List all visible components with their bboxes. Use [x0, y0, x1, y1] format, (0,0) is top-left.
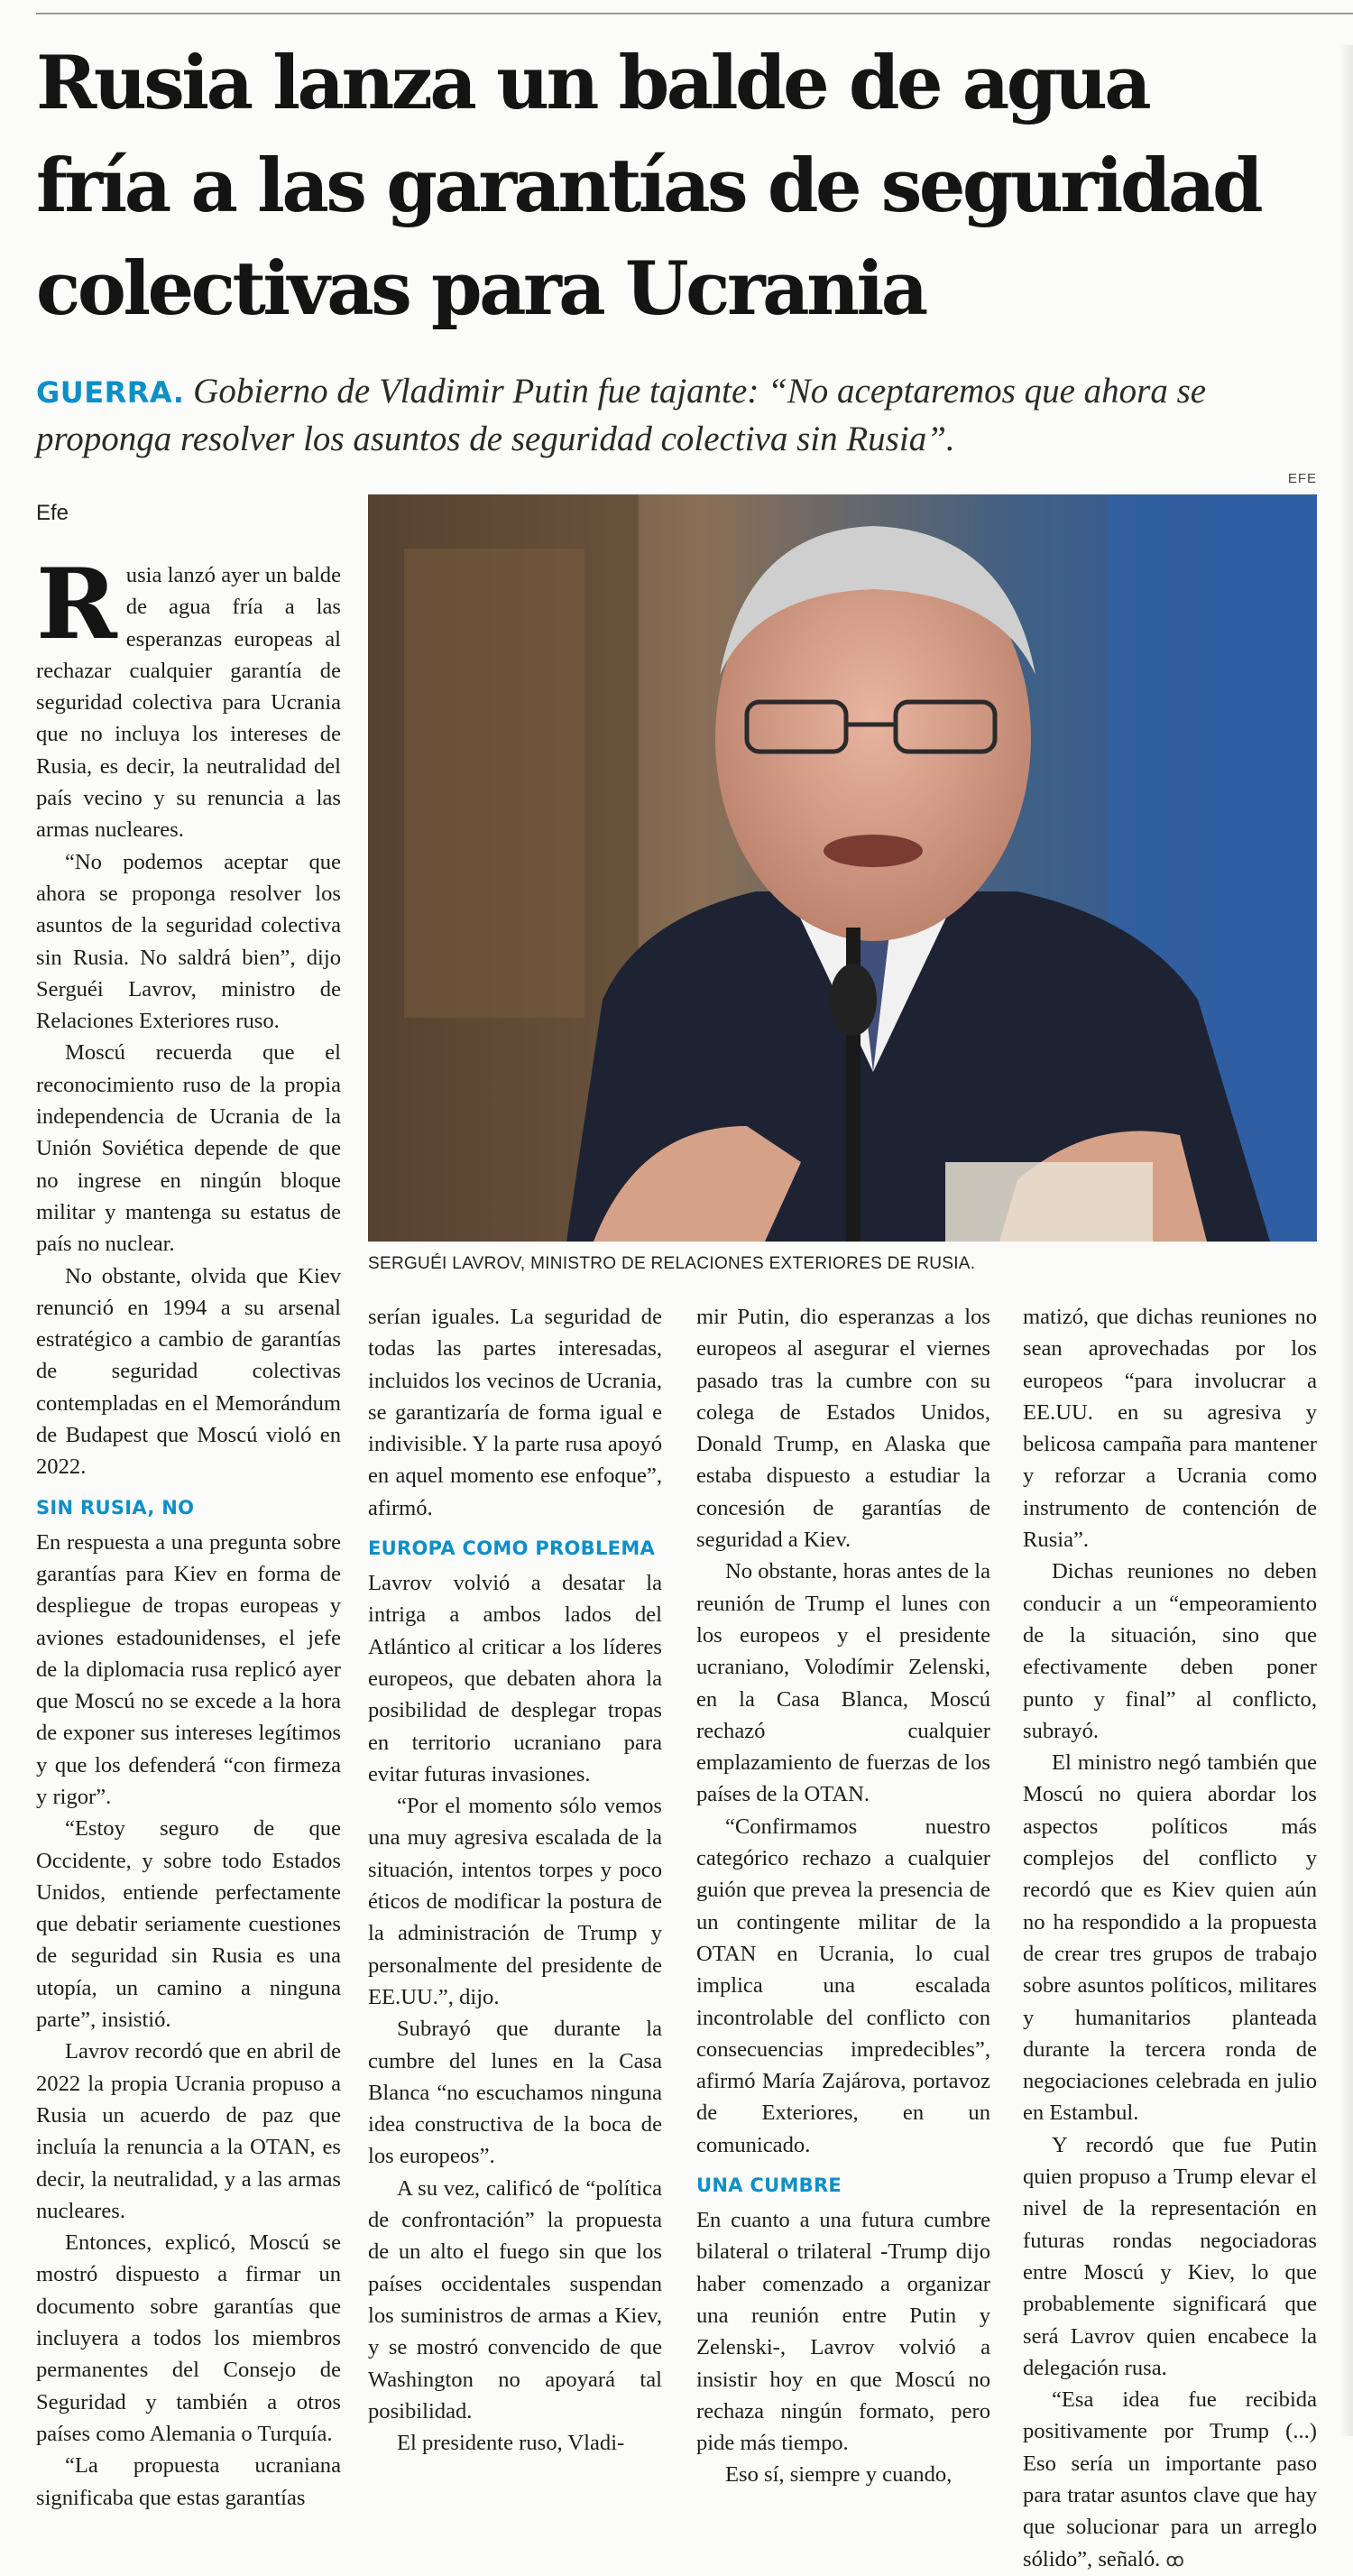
article-paragraph: No obstante, horas antes de la reunión de Trump el lunes con los europeos y el presidente ucraniano, Volodímir Zelenski, en la Casa Blanca, Moscú rechazó cualquier emplazamiento de fuerzas de los países de la OTAN. [696, 1559, 990, 1807]
article-paragraph: matizó, que dichas reuniones no sean aprovechadas por los europeos “para involucrar a EE.UU. en su agresiva y belicosa campaña para mantener y reforzar a Ucrania como instrumento de contención de Rusia”. [1023, 1305, 1317, 1553]
headline-line-1: Rusia lanza un balde de agua [36, 41, 1149, 126]
article-paragraph: Rusia lanzó ayer un balde de agua fría a las esperanzas europeas al rechazar cualquier garantía de seguridad colectiva para Ucrania que no incluya los intereses de Rusia, es decir, la neutralidad del país vecino y su renuncia a las armas nucleares. [36, 548, 341, 843]
article-column-2 [368, 1301, 662, 2459]
article-column-3 [696, 1301, 990, 2491]
headline [36, 32, 1335, 341]
end-of-article-icon: ꝏ [1165, 2548, 1184, 2571]
article-paragraph: “Estoy seguro de que Occidente, y sobre todo Estados Unidos, entiende perfectamente que debatir seriamente cuestiones de seguridad sin Rusia es una utopía, un camino a ninguna parte”, insistió. [36, 1816, 341, 2033]
article-paragraph: Y recordó que fue Putin quien propuso a Trump elevar el nivel de la representación en futuras rondas negociadoras entre Moscú y Kiev, lo que probablemente significará que será Lavrov quien encabece la delegación rusa. [1023, 2132, 1317, 2380]
section-heading: UNA CUMBRE [696, 2174, 842, 2197]
article-paragraph: Subrayó que durante la cumbre del lunes en la Casa Blanca “no escuchamos ninguna idea constructiva de la boca de los europeos”. [368, 2017, 662, 2169]
article-paragraph: No obstante, olvida que Kiev renunció en 1994 a su arsenal estratégico a cambio de garantías de seguridad colectivas contempladas en el Memorándum de Budapest que Moscú violó en 2022. [36, 1263, 341, 1480]
article-paragraph: “Confirmamos nuestro categórico rechazo a cualquier guión que prevea la presencia de un contingente militar de la OTAN en Ucrania, lo cual implica una escalada incontrolable del conflicto con consecuencias impredecibles”, afirmó María Zajárova, portavoz de Exteriores, en un comunicado. [696, 1814, 990, 2157]
article-paragraph: A su vez, calificó de “política de confrontación” la propuesta de un alto el fuego sin que los países occidentales suspendan los suministros de armas a Kiev, y se mostró convencido de que Washington no apoyará tal posibilidad. [368, 2175, 662, 2424]
article-paragraph: Lavrov recordó que en abril de 2022 la propia Ucrania propuso a Rusia un acuerdo de paz que incluía la renuncia a la OTAN, es decir, la neutralidad, y a las armas nucleares. [36, 2039, 341, 2223]
drop-cap: R [36, 548, 117, 661]
article-column-1 [36, 548, 341, 2514]
section-heading: SIN RUSIA, NO [36, 1496, 195, 1519]
article-paragraph: Entonces, explicó, Moscú se mostró dispuesto a firmar un documento sobre garantías que incluyera a todos los miembros permanentes del Consejo de Seguridad y también a otros países como Alemania o Turquía. [36, 2230, 341, 2446]
article-paragraph: “Por el momento sólo vemos una muy agresiva escalada de la situación, intentos torpes y poco éticos de modificar la postura de la administración de Trump y personalmente del presidente de EE.UU.”, dijo. [368, 1794, 662, 2009]
article-column-4 [1023, 1301, 1317, 2576]
byline: Efe [36, 501, 69, 525]
section-tag: GUERRA. [36, 375, 185, 410]
article-paragraph: Eso sí, siempre y cuando, [724, 2462, 953, 2488]
portrait-illustration [368, 494, 1317, 1242]
subheadline [36, 368, 1317, 463]
article-paragraph: “No podemos aceptar que ahora se proponga resolver los asuntos de la seguridad colectiva sin Rusia. No saldrá bien”, dijo Serguéi Lavrov, ministro de Relaciones Exteriores ruso. [36, 849, 341, 1034]
section-heading: EUROPA COMO PROBLEMA [368, 1537, 656, 1560]
photo-caption: SERGUÉI LAVROV, MINISTRO DE RELACIONES EXTERIORES DE RUSIA. [368, 1254, 976, 1273]
top-rule [36, 13, 1353, 14]
article-paragraph: Moscú recuerda que el reconocimiento ruso de la propia independencia de Ucrania de la Unión Soviética depende de que no ingrese en ningún bloque militar y mantenga su estatus de país no nuclear. [36, 1040, 341, 1257]
article-paragraph: serían iguales. La seguridad de todas las partes interesadas, incluidos los vecinos de Ucrania, se garantizaría de forma igual e indivisible. Y la parte rusa apoyó en aquel momento ese enfoque”, afirmó. [368, 1305, 662, 1520]
article-paragraph: El presidente ruso, Vladi- [396, 2431, 625, 2456]
article-paragraph: Lavrov volvió a desatar la intriga a ambos lados del Atlántico al criticar a los líderes europeos, que debaten ahora la posibilidad de desplegar tropas en territorio ucraniano para evitar futuras invasiones. [368, 1571, 662, 1787]
headline-line-3: colectivas para Ucrania [36, 246, 925, 332]
article-paragraph: En cuanto a una futura cumbre bilateral o trilateral -Trump dijo haber comenzado a organizar una reunión entre Putin y Zelenski-, Lavrov volvió a insistir hoy en que Moscú no rechaza ningún formato, pero pide más tiempo. [696, 2208, 990, 2456]
article-paragraph: Dichas reuniones no deben conducir a un “empeoramiento de la situación, sino que efectivamente deben poner punto y final” al conflicto, subrayó. [1023, 1559, 1317, 1743]
news-photo [368, 494, 1317, 1242]
photo-credit: EFE [1287, 471, 1317, 486]
headline-line-2: fría a las garantías de seguridad [36, 143, 1261, 229]
article-paragraph: “La propuesta ucraniana significaba que estas garantías [36, 2453, 341, 2510]
article-paragraph: mir Putin, dio esperanzas a los europeos al asegurar el viernes pasado tras la cumbre con su colega de Estados Unidos, Donald Trump, en Alaska que estaba dispuesto a estudiar la concesión de garantías de seguridad a Kiev. [696, 1305, 990, 1553]
article-paragraph: “Esa idea fue recibida positivamente por Trump (...) Eso sería un importante paso para tratar asuntos clave que hay que solucionar para un arreglo sólido”, señaló. ꝏ [1023, 2387, 1317, 2571]
page-edge-shadow [1340, 45, 1353, 2436]
article-paragraph: El ministro negó también que Moscú no quiera abordar los aspectos políticos más complejos del conflicto y recordó que es Kiev quien aún no ha respondido a la propuesta de crear tres grupos de trabajo sobre asuntos políticos, militares y humanitarios planteada durante la tercera ronda de negociaciones celebrada en julio en Estambul. [1023, 1750, 1317, 2126]
article-paragraph: En respuesta a una pregunta sobre garantías para Kiev en forma de despliegue de tropas europeas y aviones estadounidenses, el jefe de la diplomacia rusa replicó ayer que Moscú no se excede a la hora de exponer sus intereses legítimos y que los defenderá “con firmeza y rigor”. [36, 1529, 341, 1809]
subheadline-text: Gobierno de Vladimir Putin fue tajante: “No aceptaremos que ahora se proponga resolver los asuntos de seguridad colectiva sin Rusia”. [36, 372, 1207, 458]
